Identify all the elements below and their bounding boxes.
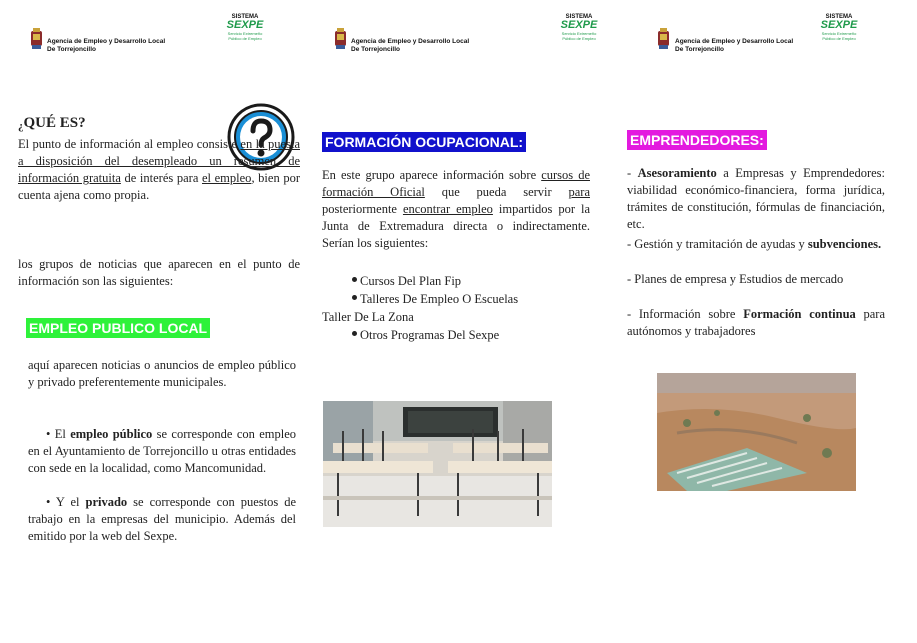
intro-text-1: El punto de información al empleo consiste (18, 137, 241, 151)
empleo-intro-paragraph: aquí aparecen noticias o anuncios de empleo público y privado preferentemente municipales. (28, 358, 296, 389)
formacion-text-2: que pueda servir (424, 185, 569, 199)
sexpe-logo (809, 14, 869, 41)
sexpe-logo (215, 14, 275, 41)
course-item-3: Otros Programas Del Sexpe (360, 328, 500, 342)
sexpe-brand: SEXPE (560, 19, 598, 31)
bullet-privado: • Y el privado se corresponde con puestos de trabajo en la empresas del municipio. Además del emitido por la web del Sexpe. (28, 495, 296, 543)
sexpe-sub2: Público de Empleo (562, 36, 596, 41)
heading-formacion-text: FORMACIÓN OCUPACIONAL: (322, 132, 526, 152)
sexpe-logo (549, 14, 609, 41)
intro-text-3: , bien por cuenta ajena como propia. (18, 171, 300, 202)
item1-bold: Asesoramiento (637, 166, 717, 180)
heading-emprendedores (627, 130, 767, 150)
list-item (352, 291, 590, 308)
agency-line1: Agencia de Empleo y Desarrollo Local (675, 38, 794, 45)
emprendedores-item-1 (627, 165, 885, 233)
heading-empleo-publico (26, 318, 210, 338)
title-text: QUÉ ES? (23, 115, 86, 131)
sexpe-sistema: SISTEMA (825, 14, 853, 20)
formacion-text-4: impartidos por la Junta de Extremadura directa o indirectamente. Serían los siguientes: (322, 202, 590, 250)
aerial-industrial-photo (657, 373, 856, 491)
item1-c: a Empresas y Emprendedores: viabilidad económico-financiera, forma jurídica, trámites de constitución, fórmulas de financiación, etc. (627, 166, 885, 231)
bullet1-a: El (54, 427, 71, 441)
coat-of-arms-icon (30, 28, 43, 50)
emprendedores-item-2 (627, 236, 885, 253)
sexpe-sub1: Servicio Extremeño (561, 31, 597, 36)
formacion-underline-2: para (568, 185, 590, 199)
item2-bold: subvenciones. (807, 237, 882, 251)
agency-name (47, 38, 165, 54)
formacion-underline-1: cursos de formación Oficial (322, 168, 590, 199)
coat-of-arms-icon (657, 28, 670, 50)
bullet2-bold: privado (85, 495, 128, 509)
item2-a: - Gestión y tramitación de ayudas y (627, 237, 808, 251)
agency-name (675, 38, 793, 54)
intro-text-2: de interés para (120, 171, 202, 185)
header-block (30, 14, 280, 59)
page-title (18, 115, 86, 132)
heading-empleo-text: EMPLEO PUBLICO LOCAL (26, 318, 210, 338)
formacion-paragraph (322, 167, 590, 252)
sexpe-sub2: Público de Empleo (822, 36, 856, 41)
item4-c: para autónomos y trabajadores (627, 307, 885, 338)
sexpe-sub2: Público de Empleo (228, 36, 262, 41)
agency-line2: De Torrejoncillo (351, 46, 400, 53)
sexpe-brand: SEXPE (820, 19, 858, 31)
agency-line1: Agencia de Empleo y Desarrollo Local (47, 38, 166, 45)
bullet1-c: se corresponde con empleo en el Ayuntamiento de Torrejoncillo u otras entidades con sede en la localidad, como Mancomunidad. (28, 427, 296, 475)
list-item-continuation: Taller De La Zona (322, 310, 414, 324)
bullet-dot (352, 331, 357, 336)
header-block (639, 14, 889, 59)
header-block (334, 14, 598, 59)
sexpe-sistema: SISTEMA (565, 14, 593, 20)
title-mark: ¿ (18, 120, 24, 132)
coat-of-arms-icon (334, 28, 347, 50)
groups-paragraph: los grupos de noticias que aparecen en el punto de información son las siguientes: (18, 257, 300, 288)
list-item (352, 327, 590, 344)
list-item (352, 273, 590, 290)
agency-line2: De Torrejoncillo (47, 46, 96, 53)
item1-a: - (627, 166, 638, 180)
intro-paragraph (18, 136, 300, 204)
bullet1-bold: empleo público (70, 427, 153, 441)
column-que-es (18, 0, 298, 643)
sexpe-sub1: Servicio Extremeño (227, 31, 263, 36)
bullet-dot (352, 277, 357, 282)
item4-a: - Información sobre (627, 307, 744, 321)
agency-name (351, 38, 469, 54)
formacion-text-3: posteriormente (322, 202, 403, 216)
heading-emprendedores-text: EMPRENDEDORES: (627, 130, 767, 150)
sexpe-sistema: SISTEMA (231, 14, 259, 20)
agency-line1: Agencia de Empleo y Desarrollo Local (351, 38, 470, 45)
heading-formacion (322, 132, 526, 152)
item4-bold: Formación continua (743, 307, 856, 321)
column-formacion (322, 0, 598, 643)
bullet-empleo-publico: • El empleo público se corresponde con empleo en el Ayuntamiento de Torrejoncillo u otras entidades con sede en la localidad, como Mancomunidad. (28, 427, 296, 475)
classroom-photo (323, 401, 552, 527)
bullet2-a: Y el (55, 495, 86, 509)
emprendedores-item-3: - Planes de empresa y Estudios de mercado (627, 272, 844, 286)
bullet-dot (352, 295, 357, 300)
agency-line2: De Torrejoncillo (675, 46, 724, 53)
formacion-underline-3: encontrar empleo (402, 202, 493, 216)
sexpe-brand: SEXPE (226, 19, 264, 31)
intro-underline-1: en la puesta a disposición del desempleado un resumen de información gratuita (18, 137, 300, 185)
intro-underline-2: el empleo (202, 171, 252, 185)
sexpe-sub1: Servicio Extremeño (821, 31, 857, 36)
course-item-1: Cursos Del Plan Fip (360, 274, 462, 288)
course-item-2: Talleres De Empleo O Escuelas (360, 292, 519, 306)
bullet2-c: se corresponde con puestos de trabajo en la empresas del municipio. Además del emitido por la web del Sexpe. (28, 495, 296, 543)
formacion-text-1: En este grupo aparece información sobre (322, 168, 542, 182)
emprendedores-item-4 (627, 306, 885, 340)
column-emprendedores (627, 0, 887, 643)
